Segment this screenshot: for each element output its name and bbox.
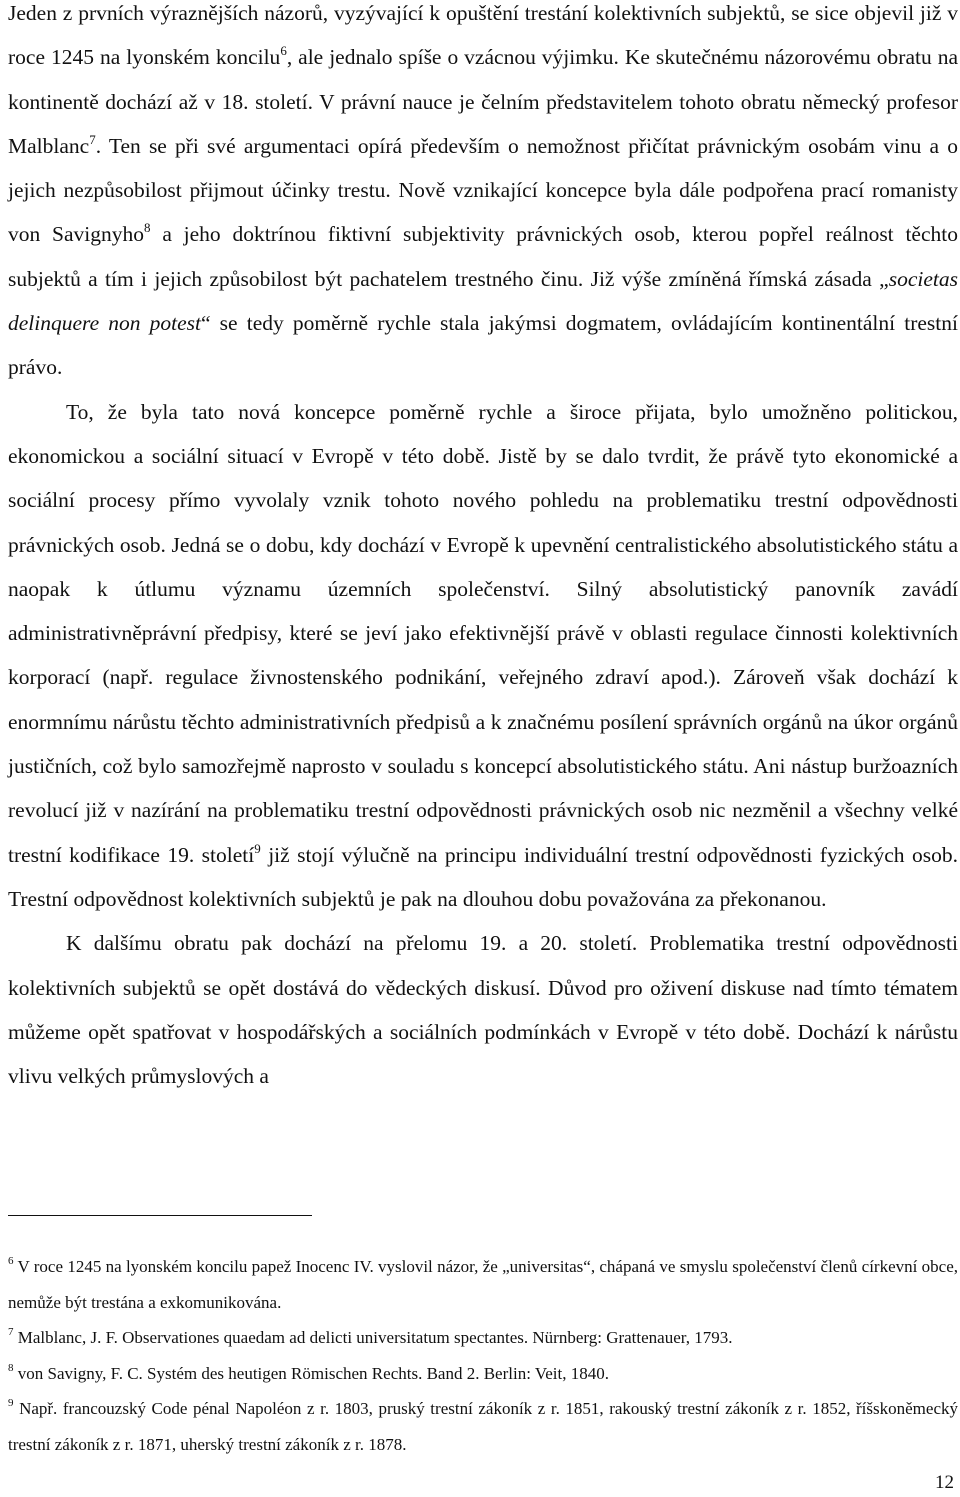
- footnote-reference: 7: [89, 131, 96, 147]
- text-run: . Ten se při své argumentaci opírá především o nemožnost přičítat právnickým osobám vinu a o jejich nezpůsobilost přijmout účinky trestu. Nově vznikající koncepce byla dále podpořena prací romanisty von Savignyho: [8, 133, 958, 247]
- footnote-text: Např. francouzský Code pénal Napoléon z r. 1803, pruský trestní zákoník z r. 1851, rakouský trestní zákoník z r. 1852, říšskoněmecký trestní zákoník z r. 1871, uherský trestní zákoník z r. 1878.: [8, 1399, 958, 1454]
- footnote-text: Malblanc, J. F. Observationes quaedam ad delicti universitatum spectantes. Nürnberg: Grattenauer, 1793.: [13, 1328, 733, 1347]
- footnote-text: von Savigny, F. C. Systém des heutigen Römischen Rechts. Band 2. Berlin: Veit, 1840.: [13, 1363, 609, 1383]
- paragraph-2: [8, 390, 958, 922]
- footnote-6: [8, 1249, 958, 1320]
- footnote-8: [8, 1356, 958, 1392]
- text-run: “ se tedy poměrně rychle stala jakýmsi dogmatem, ovládajícím kontinentální trestní právo.: [8, 311, 958, 380]
- footnote-reference: 9: [254, 840, 261, 856]
- footnote-number: 6: [8, 1255, 14, 1267]
- footnote-separator: [8, 1215, 312, 1216]
- footnotes: [8, 1249, 958, 1462]
- footnote-7: [8, 1320, 958, 1356]
- footnote-9: [8, 1391, 958, 1462]
- footnote-number: 8: [8, 1361, 14, 1374]
- text-run: To, že byla tato nová koncepce poměrně rychle a široce přijata, bylo umožněno politickou, ekonomickou a sociální situací v Evropě v této době. Jistě by se dalo tvrdit, že právě tyto ekonomické a sociální procesy přímo vyvolaly vznik tohoto nového pohledu na problematiku trestní odpovědnosti právnických osob. Jedná se o dobu, kdy dochází v Evropě k upevnění centralistického absolutistického státu a naopak k útlumu významu územních společenství. Silný absolutistický panovník zavádí administrativněprávní předpisy, které se jeví jako efektivnější právě v oblasti regulace činnosti kolektivních korporací (např. regulace živnostenského podnikání, veřejného zdraví apod.). Zároveň však dochází k enormnímu nárůstu těchto administrativních předpisů a k značnému posílení správních orgánů na úkor orgánů justičních, což bylo samozřejmě naprosto v souladu s koncepcí absolutistického státu. Ani nástup buržoazních revolucí již v nazírání na problematiku trestní odpovědnosti právnických osob nic nezměnil a všechny velké trestní kodifikace 19. století: [8, 399, 958, 867]
- footnote-number: 9: [8, 1397, 14, 1409]
- footnote-reference: 8: [144, 220, 151, 236]
- text-run: , ale jednalo spíše o vzácnou výjimku. Ke skutečnému názorovému obratu na kontinentě dochází až v 18. století. V právní nauce je čelním představitelem tohoto obratu německý profesor Malblanc: [8, 45, 958, 158]
- text-run: a jeho doktrínou fiktivní subjektivity právnických osob, kterou popřel reálnost těchto subjektů a tím i jejich způsobilost být pachatelem trestného činu. Již výše zmíněná římská zásada „: [8, 222, 958, 291]
- italic-phrase: societas delinquere non potest: [8, 266, 958, 336]
- footnote-reference: 6: [280, 43, 287, 59]
- footnote-number: 7: [8, 1326, 14, 1338]
- document-page: [8, 0, 958, 1098]
- paragraph-1: [8, 0, 958, 390]
- text-run: Jeden z prvních výraznějších názorů, vyzývající k opuštění trestání kolektivních subjektů, se sice objevil již v roce 1245 na lyonském koncilu: [8, 1, 958, 70]
- text-run: K dalšímu obratu pak dochází na přelomu 19. a 20. století. Problematika trestní odpovědnosti kolektivních subjektů se opět dostává do vědeckých diskusí. Důvod pro oživení diskuse nad tímto tématem můžeme opět spatřovat v hospodářských a sociálních podmínkách v Evropě v této době. Dochází k nárůstu vlivu velkých průmyslových a: [8, 931, 958, 1089]
- paragraph-3: [8, 921, 958, 1098]
- text-run: již stojí výlučně na principu individuální trestní odpovědnosti fyzických osob. Trestní odpovědnost kolektivních subjektů je pak na dlouhou dobu považována za překonanou.: [8, 842, 958, 911]
- footnote-text: V roce 1245 na lyonském koncilu papež Inocenc IV. vyslovil názor, že „universitas“, chápaná ve smyslu společenství členů církevní obce, nemůže být trestána a exkomunikována.: [8, 1257, 958, 1312]
- page-number: 12: [935, 1472, 954, 1493]
